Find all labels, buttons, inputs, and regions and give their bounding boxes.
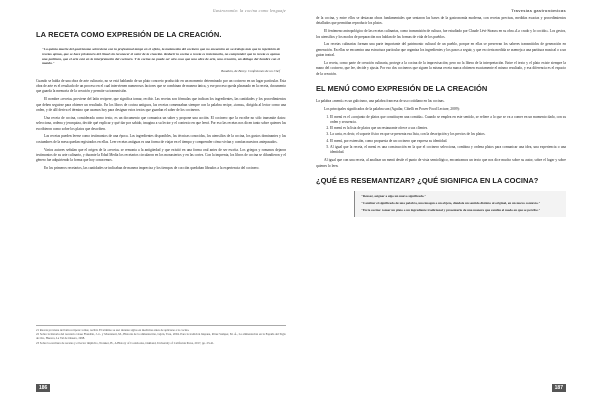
chapter-title: LA RECETA COMO EXPRESIÓN DE LA CREACIÓN. <box>36 30 222 39</box>
body-paragraph: En los primeros recetarios, las cantidades se indicaban de manera imprecisa y los tiempos de cocción quedaban librados a la experiencia del cocinero. <box>44 166 260 171</box>
page-number-left: 186 <box>36 384 50 392</box>
body-paragraph: Las recetas culinarias forman una parte importante del patrimonio cultural de un pueblo, porque en ellas se preservan los saberes transmitidos de generación en generación. En ellas se encuentra una estructura particular que organiza los ingredientes y los pasos a seguir, y que en cierta medida se asemeja a una partitura musical o a un guion teatral. <box>316 42 566 58</box>
epigraph <box>42 47 280 73</box>
body-paragraph: El fenómeno antropológico de las recetas culinarias, como transmisión de cultura, fue estudiado por Claude Lévi-Strauss en su obra «Lo crudo y lo cocido». Los gestos, los utensilios y los modos de preparación nos hablan de las formas de vida de los pueblos. <box>316 29 566 39</box>
definition-list <box>316 115 566 155</box>
page-number-right: 187 <box>552 384 566 392</box>
running-head-left: Gastronomía: la cocina como lenguaje <box>212 8 286 13</box>
body-paragraph: El nombre «receta» proviene del latín recipere, que significa tomar, recibir. Las recetas son fórmulas que indican los ingredientes, las cantidades y los procedimientos que deben seguirse para obtener un resultado. En los libros de cocina antiguos, las recetas comenzaban siempre con la palabra recipe, «toma», dirigida al lector como una orden, y de allí deriva el término que usamos hoy para designar estos textos que guardan el saber de los cocineros. <box>36 97 286 112</box>
epigraph-source: Bauduin, de Borey. Confesiones de un Chef <box>221 68 280 73</box>
footnotes <box>36 325 286 345</box>
footnote: 23 Sobre la escritura de recetas y el lector implícito, Notaker, H., A History of Cookbooks, Oakland, University of California Press, 2017, pp. 23-41. <box>36 340 215 345</box>
list-item: 5. Al igual que la receta, el menú es una construcción en la que el cocinero selecciona, combina y ordena platos para comunicar una idea, una experiencia o una identidad. <box>330 145 566 155</box>
running-head-right: Travesías gastronómicas <box>511 8 566 13</box>
section-title-2: ¿QUÉ ES RESEMANTIZAR? ¿QUÉ SIGNIFICA EN LA COCINA? <box>316 176 539 186</box>
section-lead: Los principales significados de la palabra son (Aguilar, Cibelli en Power Food Lecture, 2009): <box>324 107 460 112</box>
body-paragraph: Varios autores señalan que el origen de la «receta» se remonta a la antigüedad y que existió en una forma oral antes de ser escrita. Los griegos y romanos dejaron testimonios de su arte culinario, y durante la Edad Media los recetarios circularon en los monasterios y en las cortes. Con la imprenta, los libros de cocina se difundieron y el género fue adquiriendo la forma que hoy conocemos. <box>36 147 286 163</box>
section-intro: La palabra «menú» es un galicismo, una palabra francesa de uso cotidiano en las cocinas. <box>316 99 445 104</box>
footnote: 22 Sobre la historia del recetario véase Flandrin, J.-L. y Montanari, M., Historia de la alimentación, Gijón, Trea, 2004. Para la tradición hispana, Pérez Samper, M. Á., La alimentación en la España del Siglo de Oro, Huesca, La Val de Onsera, 1998. <box>36 332 286 341</box>
body-paragraph: Al igual que con una receta, al analizar un menú desde el punto de vista semiológico, encontramos un texto que nos dice mucho sobre su autor, sobre el lugar y sobre quienes lo leen. <box>316 158 566 168</box>
pullquote-line: "En la cocina: tomar un plato o un ingrediente tradicional y presentarlo de una manera que cambie el modo en que se percibe." <box>361 207 541 212</box>
body-paragraph: Una receta de cocina, considerada como texto, es un documento que comunica un saber y propone una acción. El cocinero que la escribe no sólo transmite datos: selecciona, ordena y jerarquiza, decide qué explicar y qué dar por sabido, imagina a su lector y el contexto en que leerá. Por eso las recetas nos dicen tanto sobre quienes las escribieron como sobre los platos que describen. <box>36 115 286 131</box>
list-item: 4. El menú, por extensión, como propuesta de un cocinero que expresa su identidad. <box>330 139 566 144</box>
list-item: 1. El menú es el «conjunto de platos que constituyen una comida». Cuando se emplea en este sentido, se refiere a lo que se va a comer en un momento dado, con su orden y secuencia. <box>330 115 566 125</box>
section-title: EL MENÚ COMO EXPRESIÓN DE LA CREACIÓN <box>316 84 488 94</box>
list-item: 3. La carta, es decir, el soporte físico en que se presenta esa lista, con la descripción y los precios de los platos. <box>330 132 566 137</box>
body-paragraph: Cuando se habla de una obra de arte culinario, no se está hablando de un plato concreto producido en un momento determinado por un cocinero en un lugar particular. Esta obra de arte es el resultado de un proceso en el cual intervienen numerosos factores que se combinan de manera única, y ese proceso queda plasmado en la receta, documento que guarda la memoria de la creación y permite su transmisión. <box>36 78 286 94</box>
right-page <box>300 0 600 400</box>
epigraph-text: "La quinta muerte del gastrónomo sobreviene con la profesional miope en el oficio, la melancolía del cocinero que no encuentra en su trabajo más que la repetición de recetas ajenas, que se hace prisionero del ritual sin reconocer el valor de la creación. Reducir la cocina a receta es traicionarla, no comprender que la receta es apenas una partitura, que el arte está en la interpretación del cocinero. Y la cocina no puede ser otra cosa que una obra de arte, una creación, un diálogo del hombre con el mundo." <box>42 47 280 66</box>
body-paragraph: La receta, como parte de creación culinaria, protege a la cocina de la improvisación; pero no la libera de la interpretación. Entre el texto y el plato existe siempre la mano del cocinero, que lee, decide y ajusta. Por eso dos cocineros que siguen la misma receta nunca obtienen exactamente el mismo resultado, y esa diferencia es el espacio de la creación. <box>316 61 566 76</box>
pullquote-line: "Cambiar el significado de una palabra, una imagen o un objeto, dándole un sentido distinto al original, en un nuevo contexto." <box>361 200 541 205</box>
pullquote <box>354 191 566 217</box>
pullquote-line: "Reusar, asignar a algo un nuevo significado." <box>361 194 427 199</box>
footnote: 21 Receta proviene del latín recipere: tomar, recibir. El término se usó durante siglos en medicina antes de aplicarse a la cocina. <box>36 328 190 332</box>
body-paragraph: Las recetas pueden leerse como testimonios de una época. Los ingredientes disponibles, las técnicas conocidas, los utensilios de la cocina, los gustos dominantes y las costumbres de la mesa quedan registrados en ellas. Leer recetas antiguas es una forma de viajar en el tiempo y comprender cómo vivían y comían nuestros antepasados. <box>36 134 286 144</box>
body-paragraph: de la cocina, y entre ellos se destacan obras fundamentales que sentaron las bases de la gastronomía moderna, con recetas precisas, medidas exactas y procedimientos detallados que permitían reproducir los platos. <box>316 16 566 26</box>
list-item: 2. El menú es la lista de platos que un restaurante ofrece a sus clientes. <box>330 126 566 131</box>
